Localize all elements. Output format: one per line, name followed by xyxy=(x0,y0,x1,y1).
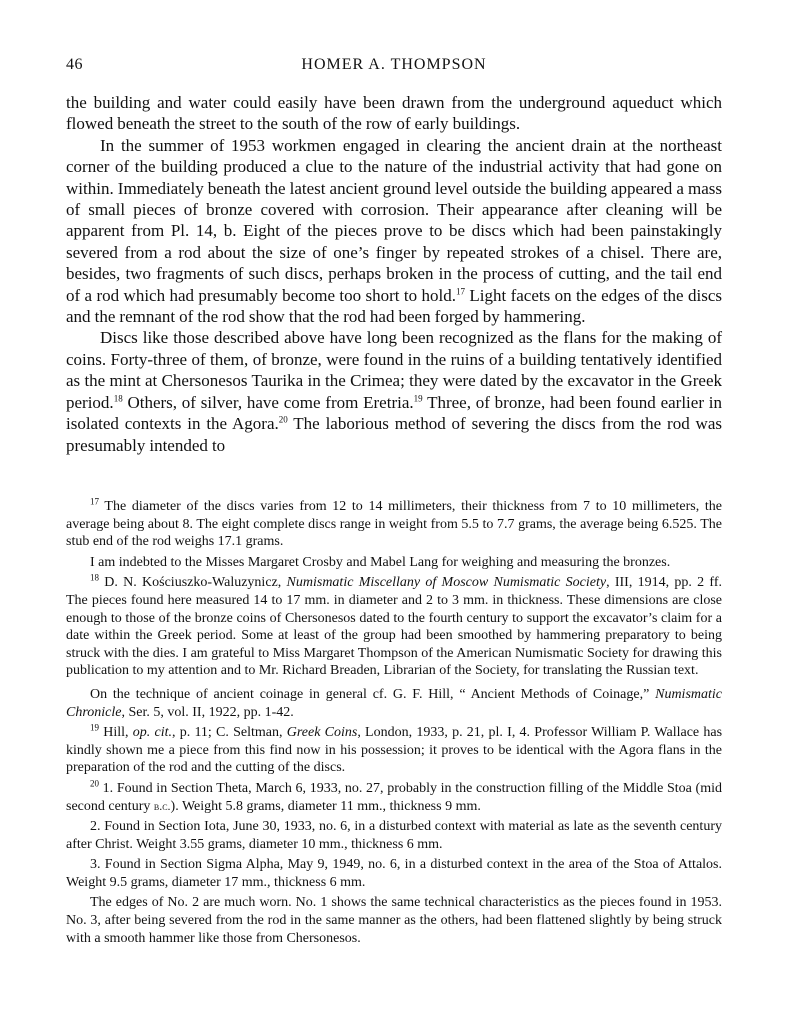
footnote-20-item-3-text: 3. Found in Section Sigma Alpha, May 9, 1949, no. 6, in a disturbed context in the area of the Stoa of Attalos. Weight 9.5 grams, diameter 17 mm., thickness 6 mm. xyxy=(66,857,722,890)
paragraph-3-text-b: Others, of silver, have come from Eretria. xyxy=(122,392,414,412)
running-title: HOMER A. THOMPSON xyxy=(301,56,487,73)
page-header xyxy=(66,56,722,78)
footnote-18 xyxy=(66,574,722,680)
footnote-18-text-a: D. N. Kościuszko-Waluzynicz, xyxy=(99,575,287,591)
footnote-19 xyxy=(66,724,722,777)
footnote-20-bc: b.c. xyxy=(153,798,171,813)
footnote-20 xyxy=(66,780,722,815)
footnote-17-continued xyxy=(66,554,722,572)
footnote-17 xyxy=(66,498,722,551)
footnote-ref-19: 19 xyxy=(413,393,423,404)
footnote-18c-text-b: , Ser. 5, vol. II, 1922, pp. 1-42. xyxy=(121,704,294,720)
footnote-17b-text: I am indebted to the Misses Margaret Crosby and Mabel Lang for weighing and measuring the bronzes. xyxy=(90,554,671,570)
paragraph-2-text-a: In the summer of 1953 workmen engaged in clearing the ancient drain at the northeast corner of the building produced a clue to the nature of the industrial activity that had gone on within. Immediately beneath the latest ancient ground level outside the building appeared a mass of small pieces of bronze covered with corrosion. Their appearance after cleaning will be apparent from Pl. 14, b. Eight of the pieces prove to be discs which had been painstakingly severed from a rod about the size of one’s finger by repeated strokes of a chisel. There are, besides, two fragments of such discs, perhaps broken in the process of cutting, and the tail end of a rod which had presumably become too short to hold. xyxy=(66,135,722,305)
footnote-20-item-2 xyxy=(66,818,722,853)
footnote-20-summary xyxy=(66,894,722,947)
paragraph-2 xyxy=(66,135,722,328)
footnote-19-title: Greek Coins xyxy=(286,725,358,741)
footnote-17-text: The diameter of the discs varies from 12 to 14 millimeters, their thickness from 7 to 10 millimeters, the average being about 8. The eight complete discs range in weight from 5.5 to 7.7 grams, the average being 6.525. The stub end of the rod weighs 17.1 grams. xyxy=(66,499,722,550)
footnote-ref-17: 17 xyxy=(455,286,465,296)
footnote-mark-17: 17 xyxy=(90,496,99,507)
footnote-18-title: Numismatic Miscellany of Moscow Numismatic Society xyxy=(286,575,607,591)
footnote-mark-19: 19 xyxy=(90,722,99,733)
footnote-ref-18: 18 xyxy=(113,393,123,404)
footnote-mark-18: 18 xyxy=(90,572,99,583)
footnote-18-continued xyxy=(66,686,722,721)
footnote-19-text-b: , p. 11; C. Seltman, xyxy=(171,725,287,741)
page-number: 46 xyxy=(66,56,83,73)
footnote-18c-title: Numismatic Chronicle xyxy=(66,686,722,720)
paragraph-3-text-a: Discs like those described above have long been recognized as the flans for the making of coins. Forty-three of them, of bronze, were found in the ruins of a building tentatively identified as the mint at Chersonesos Taurika in the Crimea; they were dated by the excavator in the Greek period. xyxy=(66,328,722,412)
footnote-ref-20: 20 xyxy=(278,414,288,425)
footnote-20-item-3 xyxy=(66,856,722,891)
footnote-20-item-2-text: 2. Found in Section Iota, June 30, 1933, no. 6, in a disturbed context with material as late as the seventh century after Christ. Weight 3.55 grams, diameter 10 mm., thickness 6 mm. xyxy=(66,819,722,852)
footnote-20-summary-text: The edges of No. 2 are much worn. No. 1 shows the same technical characteristics as the pieces found in 1953. No. 3, after being severed from the rod in the same manner as the others, had been flattened slightly by being struck with a smooth hammer like those from Chersonesos. xyxy=(66,895,722,946)
paragraph-3-text-c: Three, of bronze, had been found earlier in isolated contexts in the Agora. xyxy=(66,392,722,434)
paragraph-3 xyxy=(66,327,722,455)
paragraph-3-text-d: The laborious method of severing the discs from the rod was presumably intended to xyxy=(66,414,722,455)
paragraph-1 xyxy=(66,92,722,135)
footnote-19-text-c: , London, 1933, p. 21, pl. I, 4. Professor William P. Wallace has kindly shown me a piece from this find now in his possession; it proves to be identical with the Agora flans in the preparation of the rod and the cutting of the discs. xyxy=(66,725,723,776)
footnotes xyxy=(66,498,722,947)
footnote-mark-20: 20 xyxy=(90,778,99,789)
footnote-19-text-a: Hill, xyxy=(99,725,133,741)
body-text xyxy=(66,92,722,456)
footnote-18-text-b: , III, 1914, pp. 2 ff. The pieces found here measured 14 to 17 mm. in diameter and 2 to 3 mm. in thickness. These dimensions are close enough to those of the bronze coins of Chersonesos dated to the fourth century to support the excavator’s claim for a date within the Greek period. Some at least of the group had been smoothed by hammering preparatory to being struck with the dies. I am grateful to Miss Margaret Thompson of the American Numismatic Society for drawing this publication to my attention and to Mr. Richard Breaden, Librarian of the Society, for translating the Russian text. xyxy=(66,575,722,679)
footnote-18c-text-a: On the technique of ancient coinage in general cf. G. F. Hill, “ Ancient Methods of Coinage,” xyxy=(90,686,656,702)
footnote-20-item-1-a: 1. Found in Section Theta, March 6, 1933, no. 27, probably in the construction filling of the Middle Stoa (mid second century xyxy=(66,780,722,814)
footnote-19-opcit: op. cit. xyxy=(132,725,172,741)
footnote-20-item-1-b: ). Weight 5.8 grams, diameter 11 mm., thickness 9 mm. xyxy=(170,798,481,814)
paragraph-1-text: the building and water could easily have been drawn from the underground aqueduct which flowed beneath the street to the south of the row of early buildings. xyxy=(66,93,722,134)
paragraph-2-text-b: Light facets on the edges of the discs and the remnant of the rod show that the rod had been forged by hammering. xyxy=(66,285,722,327)
